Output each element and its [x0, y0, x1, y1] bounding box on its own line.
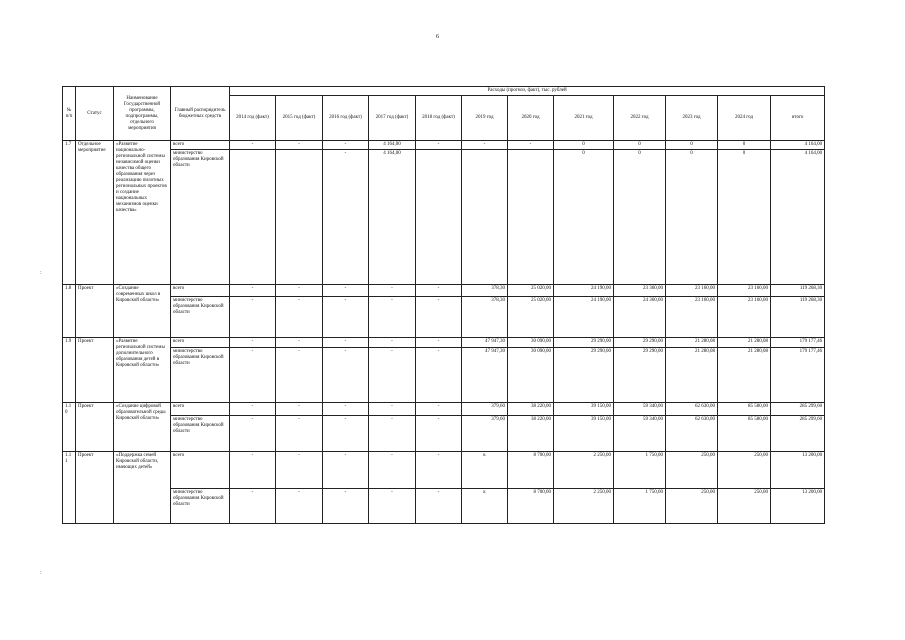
header-total: итого: [771, 96, 825, 141]
margin-mark: :: [40, 270, 42, 276]
table-row: [63, 297, 825, 338]
cell-value: 59 340,00: [614, 403, 666, 415]
table-row: [63, 348, 825, 403]
cell-value: [508, 150, 554, 285]
cell-value: -: [369, 285, 416, 297]
budget-table: [62, 86, 825, 524]
table-row: [63, 150, 825, 285]
row-name: «Создание цифровой образовательной среды Кировской области»: [114, 403, 171, 452]
table-row: [63, 141, 825, 150]
row-num: 1.7: [63, 141, 76, 285]
cell-value: 0: [666, 150, 718, 285]
header-year: 2020 год: [508, 96, 554, 141]
cell-value: 23 160,00: [718, 297, 771, 338]
header-year: 2018 год (факт): [416, 96, 462, 141]
cell-value: -: [230, 452, 276, 489]
cell-value: -: [230, 297, 276, 338]
header-year: 2015 год (факт): [276, 96, 323, 141]
row-num: 1.8: [63, 285, 76, 338]
row-name: «Развитие региональной системы дополнительного образования детей в Кировской области»: [114, 338, 171, 403]
cell-value: к: [462, 489, 508, 524]
row-num: 1.9: [63, 338, 76, 403]
cell-value: 21 280,08: [718, 338, 771, 348]
cell-value: -: [276, 141, 323, 150]
table-row: [63, 338, 825, 348]
header-year: 2016 год (факт): [323, 96, 369, 141]
cell-value: 250,00: [718, 489, 771, 524]
cell-value: 23 360,00: [614, 285, 666, 297]
cell-value: -: [416, 285, 462, 297]
cell-value: -: [369, 452, 416, 489]
row-manager: министерство образования Кировской области: [171, 297, 230, 338]
cell-value: 250,00: [666, 489, 718, 524]
cell-value: 38 220,00: [508, 403, 554, 415]
cell-value: -: [462, 141, 508, 150]
cell-value: -: [416, 489, 462, 524]
header-manager: Главный распорядитель бюджетных средств: [171, 87, 230, 141]
cell-value: 379,60: [462, 403, 508, 415]
header-name: Наименование Государственной программы, подпрограммы, отдельного мероприятия: [114, 87, 171, 141]
cell-value: 1 750,00: [614, 489, 666, 524]
cell-total: 119 268,30: [771, 297, 825, 338]
table-row: [63, 489, 825, 524]
cell-value: 8 700,00: [508, 452, 554, 489]
row-num: 1.11: [63, 452, 76, 524]
row-status: Отдельное мероприятие: [76, 141, 114, 285]
cell-value: -: [416, 141, 462, 150]
cell-value: -: [276, 415, 323, 452]
cell-value: 378,30: [462, 285, 508, 297]
cell-value: -: [276, 338, 323, 348]
cell-value: -: [369, 415, 416, 452]
row-manager: всего: [171, 403, 230, 415]
cell-value: 21 280,08: [718, 348, 771, 403]
cell-value: -: [323, 338, 369, 348]
cell-total: 13 200,00: [771, 452, 825, 489]
cell-value: 250,00: [666, 452, 718, 489]
cell-value: -: [323, 150, 369, 285]
cell-value: -: [276, 489, 323, 524]
cell-value: -: [230, 348, 276, 403]
cell-value: 0: [718, 150, 771, 285]
cell-value: 29 290,00: [614, 338, 666, 348]
header-year: 2017 год (факт): [369, 96, 416, 141]
row-manager: министерство образования Кировской области: [171, 489, 230, 524]
cell-value: 47 947,30: [462, 338, 508, 348]
cell-value: 24 190,00: [554, 285, 614, 297]
cell-value: 59 340,00: [614, 415, 666, 452]
cell-value: 23 160,00: [666, 285, 718, 297]
cell-total: 179 177,46: [771, 338, 825, 348]
row-name: «Поддержка семей Кировской области, имеющих детей»: [114, 452, 171, 524]
cell-value: 29 290,00: [554, 348, 614, 403]
cell-total: 285 299,60: [771, 415, 825, 452]
row-name: «Создание современных школ в Кировской области»: [114, 285, 171, 338]
cell-value: -: [230, 285, 276, 297]
cell-value: 62 630,00: [666, 403, 718, 415]
cell-value: -: [323, 415, 369, 452]
cell-total: 179 177,46: [771, 348, 825, 403]
row-status: Проект: [76, 285, 114, 338]
cell-value: -: [369, 348, 416, 403]
cell-value: 85 580,00: [718, 403, 771, 415]
cell-value: 29 290,00: [554, 338, 614, 348]
cell-value: 2 250,00: [554, 452, 614, 489]
row-manager: всего: [171, 141, 230, 150]
header-year: 2014 год (факт): [230, 96, 276, 141]
cell-value: 0: [614, 141, 666, 150]
cell-value: 379,60: [462, 415, 508, 452]
cell-value: -: [276, 452, 323, 489]
cell-total: 119 268,30: [771, 285, 825, 297]
cell-value: 0: [666, 141, 718, 150]
header-year: 2024 год: [718, 96, 771, 141]
cell-total: 4 164,00: [771, 141, 825, 150]
cell-value: 30 090,00: [508, 338, 554, 348]
margin-mark: :: [40, 570, 42, 576]
cell-value: 0: [554, 150, 614, 285]
cell-value: 21 280,08: [666, 348, 718, 403]
header-year: 2023 год: [666, 96, 718, 141]
cell-value: -: [230, 489, 276, 524]
row-manager: всего: [171, 285, 230, 297]
cell-value: -: [276, 285, 323, 297]
row-num: 1.10: [63, 403, 76, 452]
cell-value: -: [416, 297, 462, 338]
cell-value: 39 150,00: [554, 403, 614, 415]
table-row: [63, 285, 825, 297]
cell-value: 23 160,00: [718, 285, 771, 297]
cell-value: [230, 150, 276, 285]
cell-value: [462, 150, 508, 285]
cell-value: 1 750,00: [614, 452, 666, 489]
cell-value: 0: [718, 141, 771, 150]
cell-value: [276, 150, 323, 285]
cell-value: 8 700,00: [508, 489, 554, 524]
cell-value: -: [416, 403, 462, 415]
cell-value: 0: [614, 150, 666, 285]
row-status: Проект: [76, 452, 114, 524]
cell-value: 30 090,00: [508, 348, 554, 403]
cell-value: -: [323, 285, 369, 297]
cell-value: 21 280,08: [666, 338, 718, 348]
cell-value: 29 290,00: [614, 348, 666, 403]
cell-value: -: [230, 141, 276, 150]
row-manager: министерство образования Кировской области: [171, 150, 230, 285]
cell-value: -: [369, 297, 416, 338]
cell-total: 285 299,60: [771, 403, 825, 415]
cell-value: 2 250,00: [554, 489, 614, 524]
row-status: Проект: [76, 403, 114, 452]
cell-value: 24 360,00: [614, 297, 666, 338]
cell-value: 47 947,30: [462, 348, 508, 403]
cell-value: к: [462, 452, 508, 489]
cell-total: 13 200,00: [771, 489, 825, 524]
cell-value: -: [230, 415, 276, 452]
cell-value: -: [230, 338, 276, 348]
cell-value: -: [276, 348, 323, 403]
header-year: 2019 год: [462, 96, 508, 141]
cell-value: -: [323, 489, 369, 524]
cell-value: -: [276, 403, 323, 415]
cell-value: 0: [554, 141, 614, 150]
row-manager: всего: [171, 452, 230, 489]
cell-value: 85 580,00: [718, 415, 771, 452]
cell-value: 378,30: [462, 297, 508, 338]
cell-value: -: [276, 297, 323, 338]
cell-value: -: [230, 403, 276, 415]
table-row: [63, 415, 825, 452]
header-expenses: Расходы (прогноз, факт), тыс. рублей: [230, 87, 825, 96]
cell-value: -: [416, 415, 462, 452]
cell-value: -: [369, 403, 416, 415]
cell-value: -: [323, 141, 369, 150]
table-row: [63, 403, 825, 415]
row-status: Проект: [76, 338, 114, 403]
cell-value: 38 220,00: [508, 415, 554, 452]
cell-value: 25 020,00: [508, 285, 554, 297]
cell-value: 4 164,00: [369, 150, 416, 285]
cell-value: -: [323, 297, 369, 338]
header-year: 2021 год: [554, 96, 614, 141]
row-manager: министерство образования Кировской области: [171, 415, 230, 452]
row-manager: всего: [171, 338, 230, 348]
row-name: «Развитие национально-региональной системы независимой оценки качества общего образования через реализацию пилотных региональных проектов и создание национальных механизмов оценки качества»: [114, 141, 171, 285]
cell-value: -: [323, 452, 369, 489]
header-status: Статус: [76, 87, 114, 141]
cell-value: 62 630,00: [666, 415, 718, 452]
cell-value: -: [369, 489, 416, 524]
header-num: № п/п: [63, 87, 76, 141]
cell-value: 23 160,00: [666, 297, 718, 338]
cell-value: -: [416, 348, 462, 403]
cell-value: [416, 150, 462, 285]
header-year: 2022 год: [614, 96, 666, 141]
cell-value: 4 164,00: [369, 141, 416, 150]
cell-value: -: [416, 452, 462, 489]
cell-total: 4 164,00: [771, 150, 825, 285]
cell-value: -: [508, 141, 554, 150]
cell-value: 24 190,00: [554, 297, 614, 338]
cell-value: -: [416, 338, 462, 348]
row-manager: министерство образования Кировской области: [171, 348, 230, 403]
cell-value: 39 150,00: [554, 415, 614, 452]
cell-value: -: [369, 338, 416, 348]
table-row: [63, 452, 825, 489]
cell-value: -: [323, 403, 369, 415]
cell-value: -: [323, 348, 369, 403]
cell-value: 25 020,00: [508, 297, 554, 338]
page-number: 6: [436, 34, 439, 40]
cell-value: 250,00: [718, 452, 771, 489]
